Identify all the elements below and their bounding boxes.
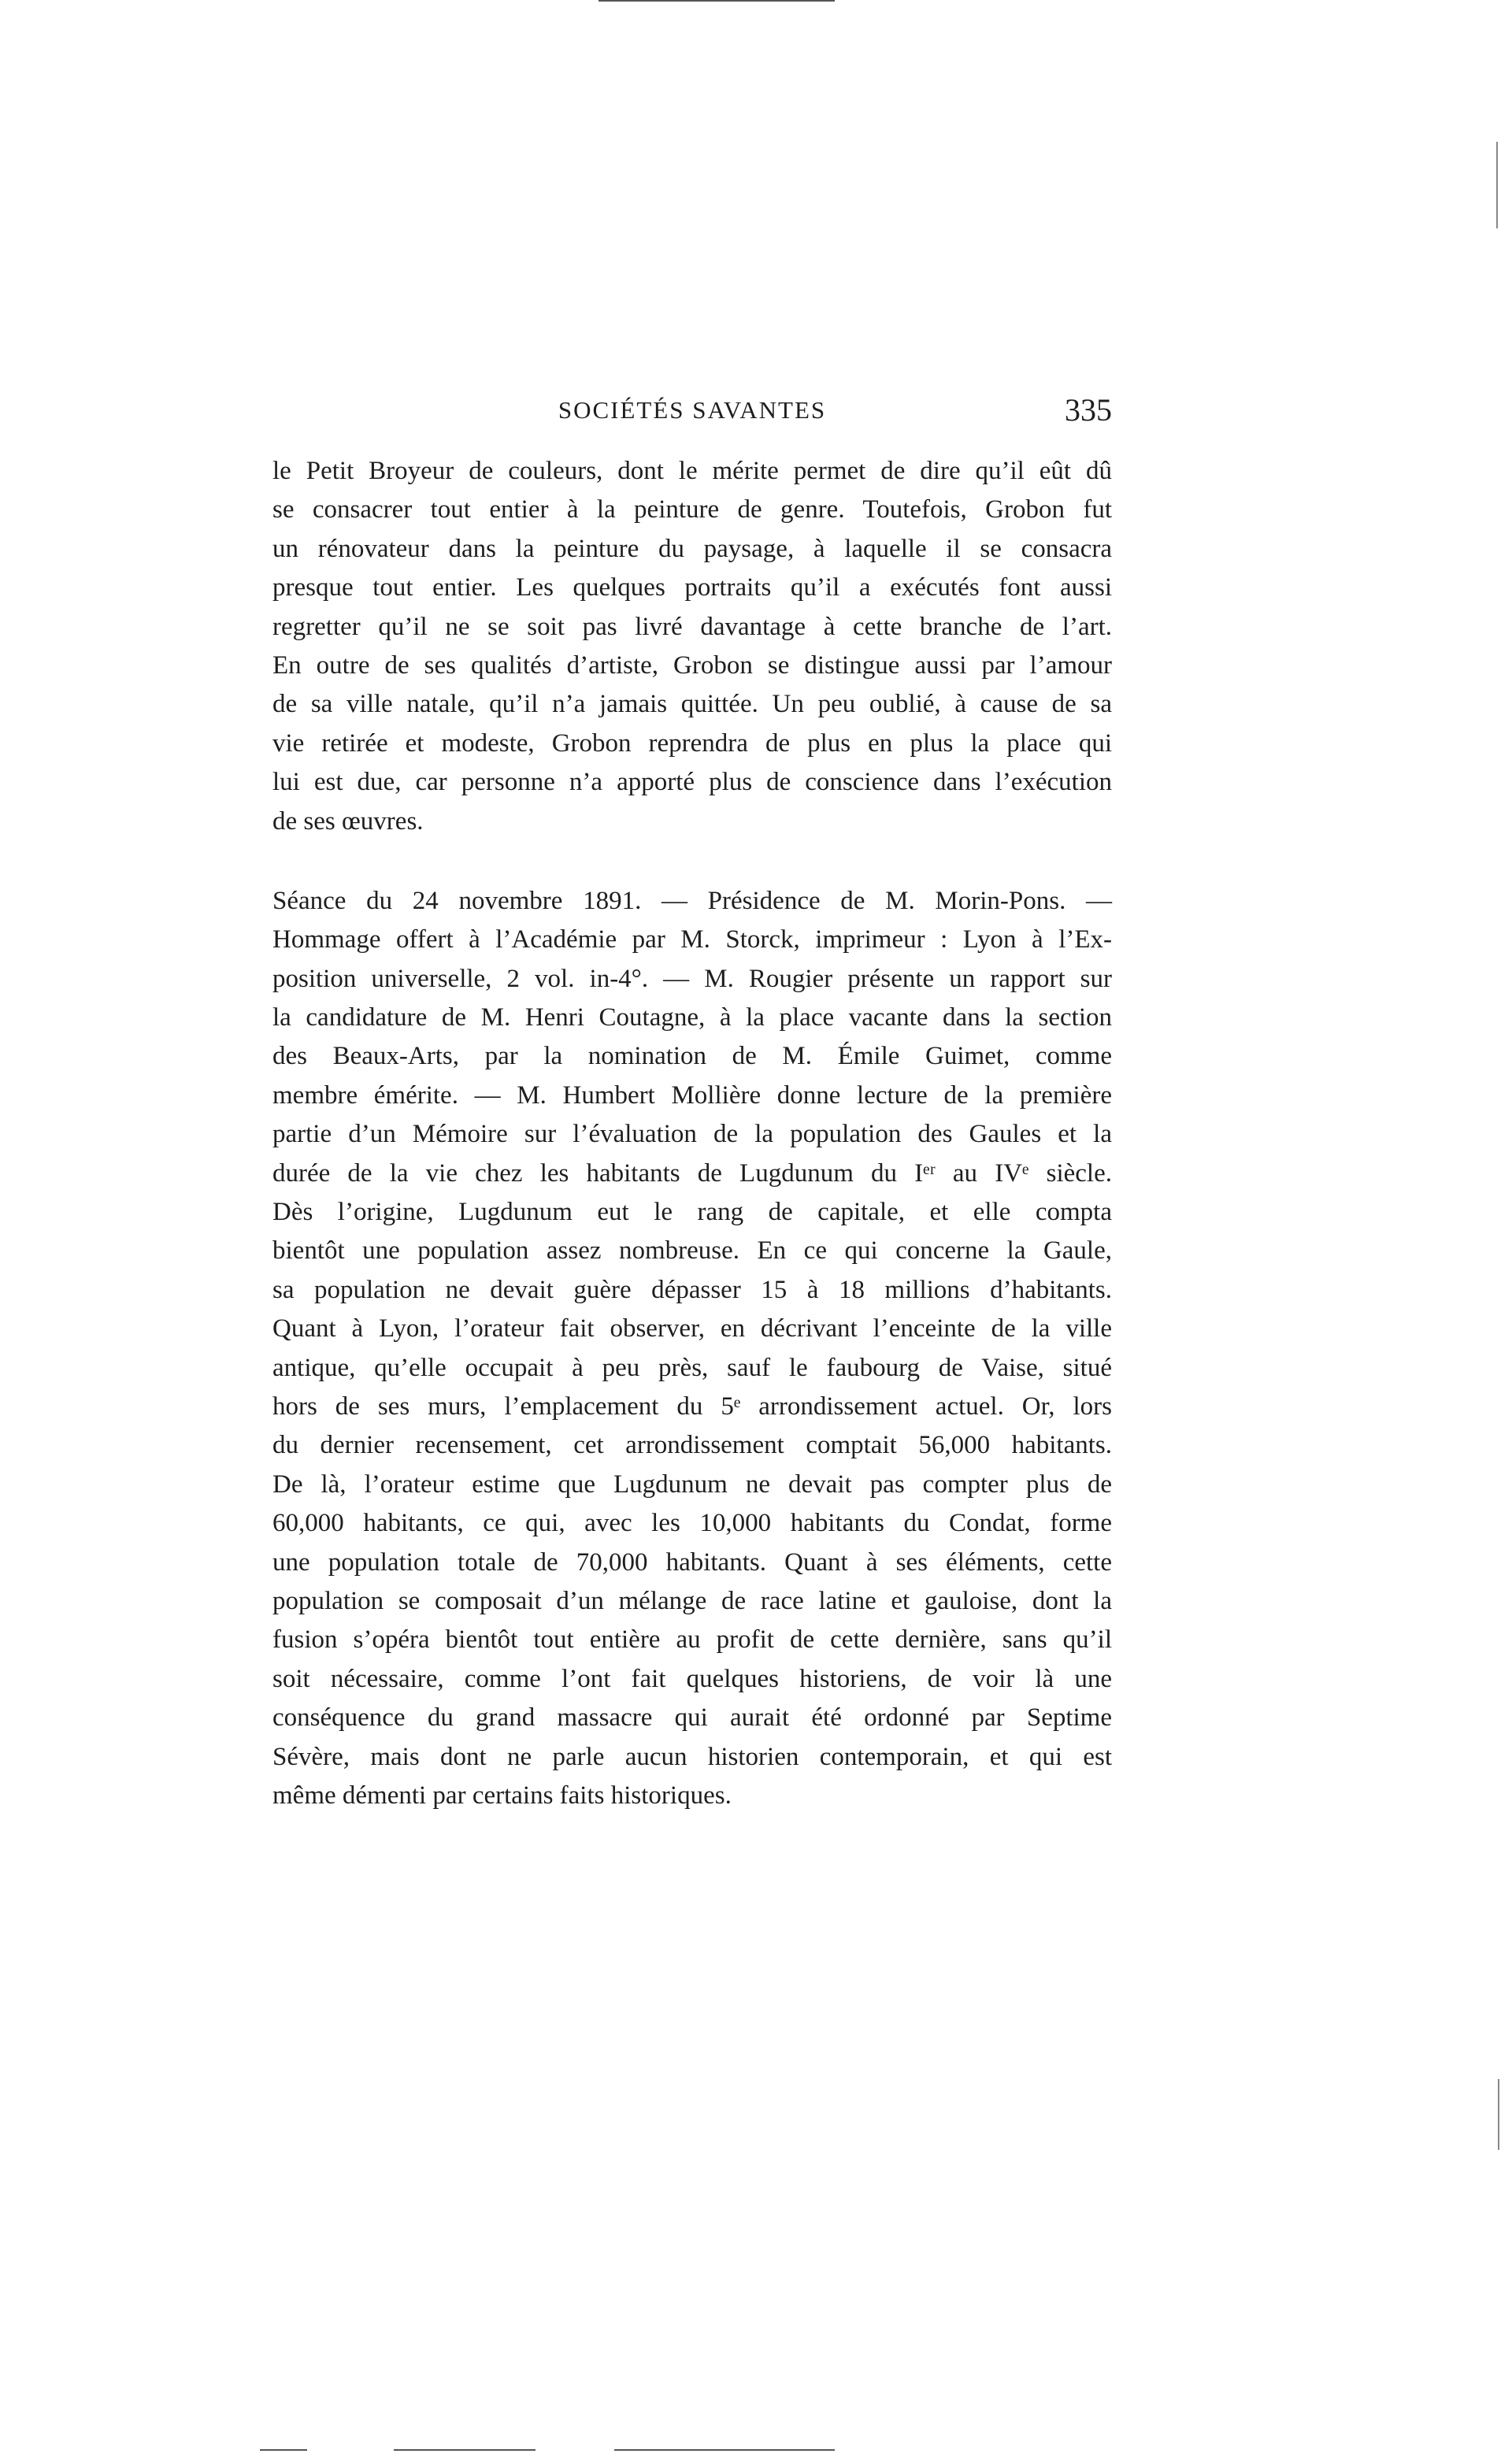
- text-line: antique, qu’elle occupait à peu près, sauf le faubourg de Vaise, situé: [272, 1353, 1112, 1382]
- text-line: Séance du 24 novembre 1891. — Présidence de M. Morin-Pons. —: [272, 886, 1112, 915]
- text-line: hors de ses murs, l’emplacement du 5ᵉ arrondissement actuel. Or, lors: [272, 1392, 1112, 1421]
- text-line: bientôt une population assez nombreuse. En ce qui concerne la Gaule,: [272, 1236, 1112, 1266]
- page-number: 335: [1065, 392, 1112, 428]
- body-text: [272, 452, 1112, 1815]
- text-line: population se composait d’un mélange de race latine et gauloise, dont la: [272, 1586, 1112, 1615]
- text-line: se consacrer tout entier à la peinture de genre. Toutefois, Grobon fut: [272, 495, 1112, 524]
- text-line: de sa ville natale, qu’il n’a jamais quittée. Un peu oublié, à cause de sa: [272, 690, 1112, 719]
- text-line: Dès l’origine, Lugdunum eut le rang de capitale, et elle compta: [272, 1198, 1112, 1227]
- running-title: SOCIÉTÉS SAVANTES: [558, 396, 827, 424]
- text-line: soit nécessaire, comme l’ont fait quelques historiens, de voir là une: [272, 1664, 1112, 1693]
- text-line: des Beaux-Arts, par la nomination de M. Émile Guimet, comme: [272, 1042, 1112, 1071]
- text-line: de ses œuvres.: [272, 806, 424, 836]
- text-line: De là, l’orateur estime que Lugdunum ne devait pas compter plus de: [272, 1470, 1112, 1499]
- running-head: [272, 391, 1112, 430]
- text-line: regretter qu’il ne se soit pas livré davantage à cette branche de l’art.: [272, 612, 1112, 641]
- text-line: même démenti par certains faits historiques.: [272, 1781, 732, 1810]
- paragraph-grobon: [272, 452, 1112, 841]
- paragraph-gap: [272, 841, 1112, 882]
- text-line: presque tout entier. Les quelques portraits qu’il a exécutés font aussi: [272, 573, 1112, 602]
- text-line: une population totale de 70,000 habitants. Quant à ses éléments, cette: [272, 1547, 1112, 1577]
- text-line: partie d’un Mémoire sur l’évaluation de la population des Gaules et la: [272, 1120, 1112, 1149]
- text-line: un rénovateur dans la peinture du paysage, à laquelle il se consacra: [272, 534, 1112, 563]
- paragraph-seance: [272, 882, 1112, 1815]
- text-line: sa population ne devait guère dépasser 15 à 18 millions d’habitants.: [272, 1275, 1112, 1304]
- text-line: position universelle, 2 vol. in-4°. — M. Rougier présente un rapport sur: [272, 964, 1112, 993]
- text-line: En outre de ses qualités d’artiste, Grobon se distingue aussi par l’amour: [272, 650, 1112, 680]
- text-line: du dernier recensement, cet arrondissement comptait 56,000 habitants.: [272, 1431, 1112, 1460]
- text-line: conséquence du grand massacre qui aurait été ordonné par Septime: [272, 1703, 1112, 1733]
- text-line: fusion s’opéra bientôt tout entière au profit de cette dernière, sans qu’il: [272, 1625, 1112, 1655]
- text-line: lui est due, car personne n’a apporté plus de conscience dans l’exécution: [272, 768, 1112, 797]
- text-line: le Petit Broyeur de couleurs, dont le mérite permet de dire qu’il eût dû: [272, 457, 1112, 485]
- text-line: vie retirée et modeste, Grobon reprendra de plus en plus la place qui: [272, 728, 1112, 758]
- text-line: la candidature de M. Henri Coutagne, à la place vacante dans la section: [272, 1003, 1112, 1032]
- text-line: membre émérite. — M. Humbert Mollière donne lecture de la première: [272, 1080, 1112, 1110]
- text-line: Quant à Lyon, l’orateur fait observer, en décrivant l’enceinte de la ville: [272, 1314, 1112, 1344]
- text-line: Sévère, mais dont ne parle aucun historien contemporain, et qui est: [272, 1742, 1112, 1771]
- bottom-edge-rule: [614, 2449, 835, 2451]
- text-line: durée de la vie chez les habitants de Lugdunum du Iᵉʳ au IVᵉ siècle.: [272, 1158, 1112, 1188]
- margin-mark: [1496, 142, 1498, 228]
- bottom-edge-rule: [260, 2449, 307, 2451]
- top-edge-rule: [598, 0, 835, 2]
- text-line: 60,000 habitants, ce qui, avec les 10,000 habitants du Condat, forme: [272, 1509, 1112, 1538]
- text-line: Hommage offert à l’Académie par M. Storck, imprimeur : Lyon à l’Ex-: [272, 925, 1112, 954]
- bottom-edge-rule: [394, 2449, 536, 2451]
- margin-mark: [1498, 2079, 1499, 2150]
